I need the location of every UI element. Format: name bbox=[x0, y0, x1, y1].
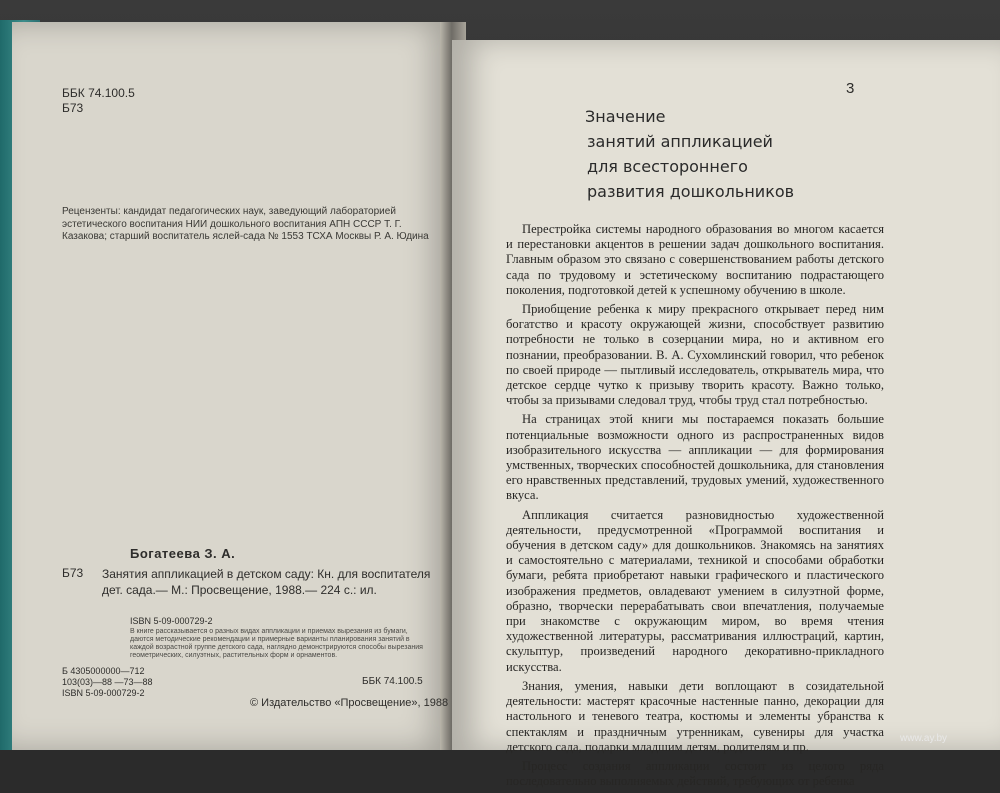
code-block bbox=[62, 666, 153, 699]
bbk-header bbox=[62, 86, 135, 116]
code-line-1: Б 4305000000—712 bbox=[62, 666, 145, 676]
paragraph: Перестройка системы народного образования во многом касается и перестановки акцентов в решении задач дошкольного воспитания. Главным образом это связано с совершенствованием работы детского сада по трудовому и эстетическому воспитанию подрастающего поколения, подготовкой детей к успешному обучению в школе. bbox=[506, 222, 884, 297]
bibliographic-entry: Занятия аппликацией в детском саду: Кн. для воспитателя дет. сада.— М.: Просвещение, 1988.— 224 с.: ил. bbox=[102, 567, 431, 597]
paragraph: Аппликация считается разновидностью художественной деятельности, предусмотренной «Программой воспитания и обучения в детском саду» для дошкольников. Знакомясь на занятиях и самостоятельно с материалами, техникой и способами обработки бумаги, ребята приобретают навыки графического и пластического изображения предметов, овладевают умением в силуэтной форме, образно, творчески перерабатывать свои впечатления, получаемые при знакомстве с окружающим миром, во время чтения художественной литературы, рассматривания иллюстраций, картин, скульптур, произведений народного декоративно-прикладного искусства. bbox=[506, 507, 884, 674]
watermark: www.ay.by bbox=[900, 733, 948, 744]
chapter-heading bbox=[585, 104, 794, 204]
heading-line: Значение bbox=[585, 107, 666, 126]
bbk-bottom: ББК 74.100.5 bbox=[362, 676, 423, 687]
reviewers-label: Рецензенты: bbox=[62, 206, 121, 217]
b-index: Б73 bbox=[62, 101, 84, 115]
heading-line: для всестороннего bbox=[587, 157, 748, 176]
paragraph: Приобщение ребенка к миру прекрасного открывает перед ним богатство и красоту окружающей жизни, способствует развитию потребности не только в созерцании мира, но и активном его познании, преобразовании. В. А. Сухомлинский говорил, что ребенок по своей природе — пытливый исследователь, открыватель мира, что детское сердце чутко к призыву творить красоту. Важно только, чтобы за призывами следовал труд, чтобы труд стал потребностью. bbox=[506, 302, 884, 408]
reviewers-text: кандидат педагогических наук, заведующий лабораторией эстетического воспитания НИИ дошкольного воспитания АПН СССР Т. Г. Казакова; старший воспитатель яслей-сада № 1553 ТСХА Москвы Р. А. Юдина bbox=[62, 206, 429, 242]
body-text bbox=[506, 222, 884, 793]
reviewers-block bbox=[62, 206, 432, 244]
isbn-bottom: ISBN 5-09-000729-2 bbox=[62, 688, 145, 698]
copyright-line: © Издательство «Просвещение», 1988 bbox=[250, 697, 449, 709]
paragraph: На страницах этой книги мы постараемся показать большие потенциальные возможности одного из распространенных видов изобразительного искусства — аппликации — для формирования умственных, творческих способностей дошкольника, для становления его нравственных представлений, трудовых умений, художественного вкуса. bbox=[506, 412, 884, 503]
paragraph: Знания, умения, навыки дети воплощают в созидательной деятельности: мастерят красочные настенные панно, декорации для настольного и теневого театра, костюмы и элементы убранства к спектаклям и праздничным утренникам, сувениры для участка детского сада, подарки младшим детям, родителям и пр. bbox=[506, 678, 884, 754]
code-line-2: 103(03)—88 —73—88 bbox=[62, 677, 153, 687]
catalog-index: Б73 bbox=[62, 566, 84, 580]
heading-line: развития дошкольников bbox=[587, 182, 795, 201]
paragraph: Процесс создания аппликации состоит из целого ряда последовательно выполняемых действий, требующих от ребенка bbox=[506, 758, 884, 789]
heading-line: занятий аппликацией bbox=[587, 132, 773, 151]
page-number: 3 bbox=[846, 80, 855, 97]
bbk-code: ББК 74.100.5 bbox=[62, 86, 135, 100]
annotation: В книге рассказывается о разных видах аппликации и приемах вырезания из бумаги, даются методические рекомендации и примерные варианты планирования занятий в каждой возрастной группе детского сада, наглядно демонстрируются способы вырезания геометрических, силуэтных, растительных форм и орнаментов. bbox=[130, 628, 423, 659]
author-name: Богатеева З. А. bbox=[130, 546, 236, 561]
isbn-line: ISBN 5-09-000729-2 bbox=[130, 616, 213, 626]
